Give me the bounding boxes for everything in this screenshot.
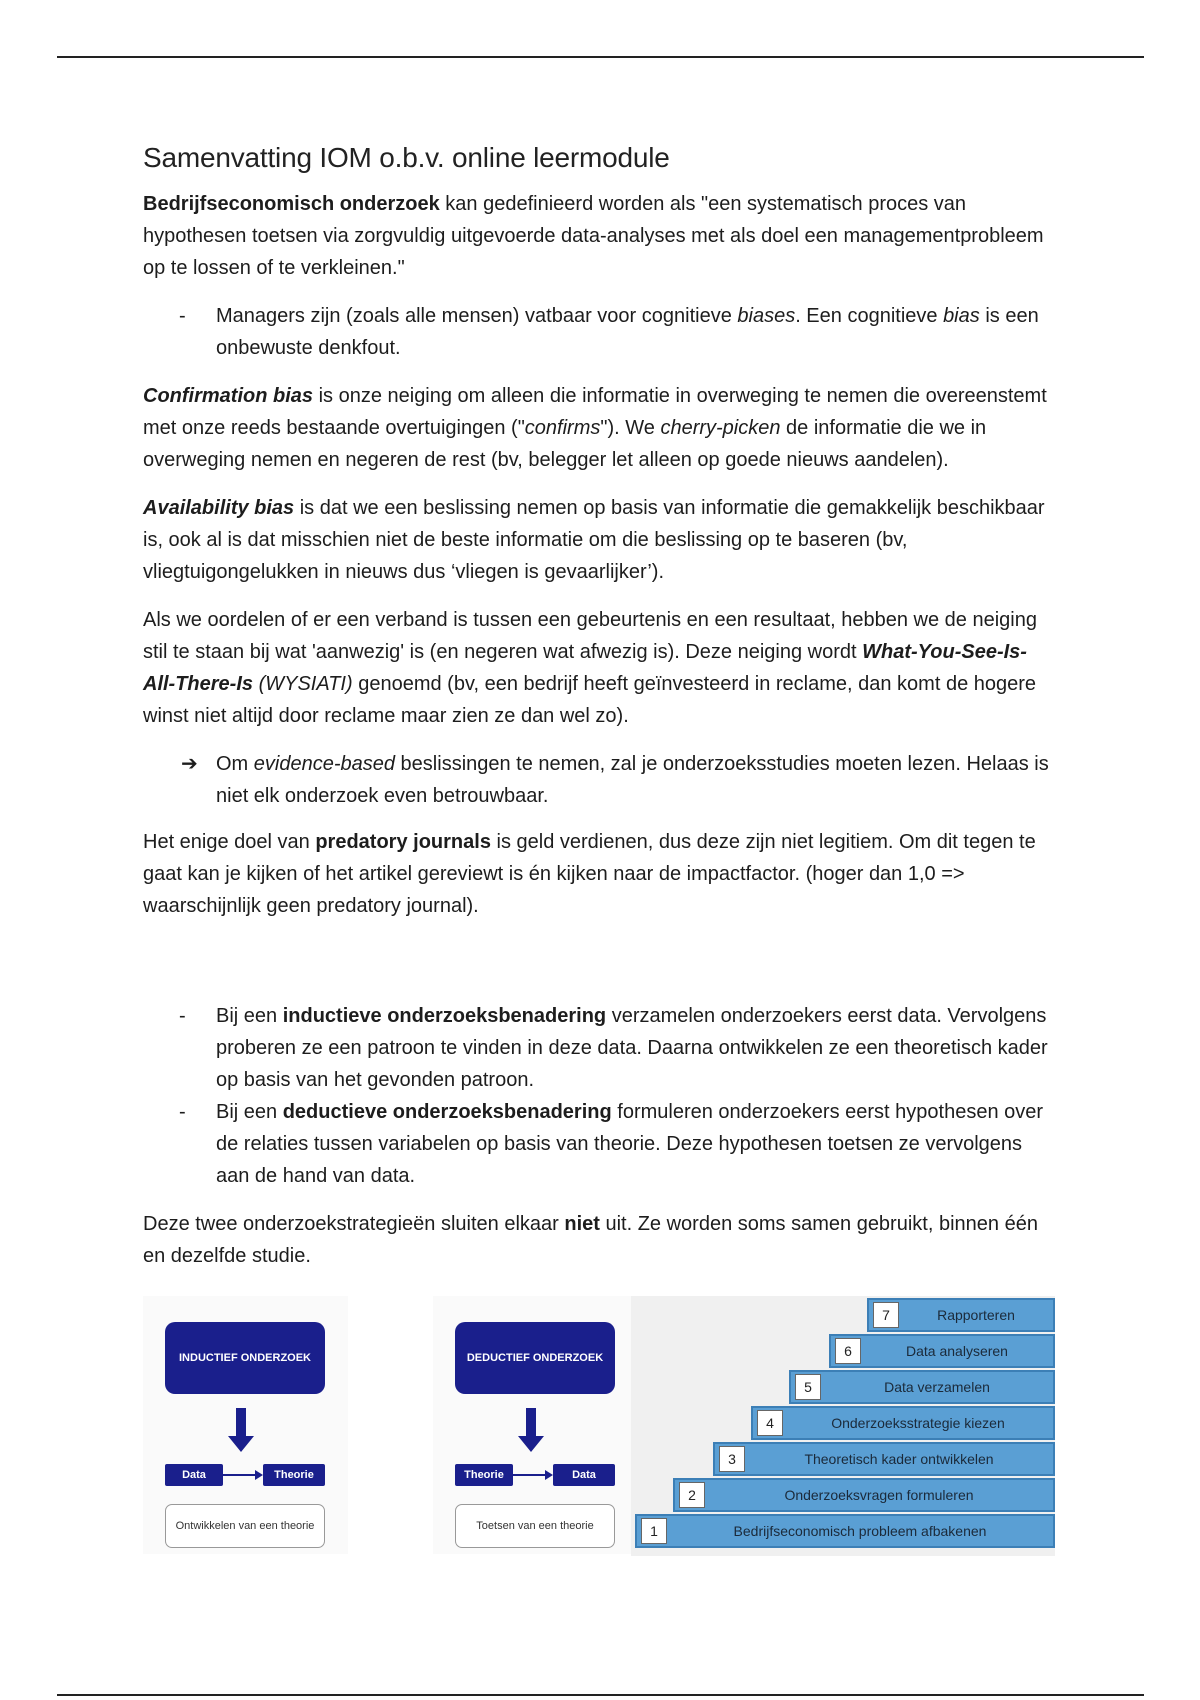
right-arrow-head-icon [255,1470,263,1480]
paragraph-text: Deze twee onderzoekstrategieën sluiten elkaar [143,1213,565,1235]
step-label: Rapporteren [937,1307,1015,1323]
term-availability-bias: Availability bias [143,497,295,519]
paragraph-availability-bias [143,492,1058,588]
figure-result-box: Toetsen van een theorie [455,1504,615,1548]
top-rule [57,56,1144,58]
item-text: is een onbewuste denkfout. [216,305,1039,359]
paragraph-text: Als we oordelen of er een verband is tussen een gebeurtenis en een resultaat, hebben we de neiging stil te staan bij wat 'aanwezig' is (en negeren wat afwezig is). Deze neiging wordt [143,609,1037,663]
item-text: Bij een [216,1005,283,1027]
step-label: Theoretisch kader ontwikkelen [804,1451,994,1467]
step-1 [635,1514,1055,1548]
step-number: 2 [679,1482,705,1508]
step-number: 7 [873,1302,899,1328]
chip-data: Data [553,1464,615,1486]
paragraph-italic: cherry-picken [660,417,781,439]
paragraph-text: de informatie die we in overweging nemen en negeren de rest (bv, belegger let alleen op goede nieuws aandelen). [143,417,987,471]
item-text: formuleren onderzoekers eerst hypothesen over de relaties tussen variabelen op basis van theorie. Deze hypothesen toetsen ze vervolgens aan de hand van data. [216,1101,1044,1187]
paragraph-italic: (WYSIATI) [253,673,353,695]
chip-theorie: Theorie [455,1464,513,1486]
step-label: Onderzoeksvragen formuleren [784,1487,974,1503]
list-item [143,1096,1058,1192]
document-body [143,142,1058,1288]
paragraph-predatory-journals [143,826,1058,922]
step-2 [673,1478,1055,1512]
item-italic: biases [737,305,796,327]
chip-theorie: Theorie [263,1464,325,1486]
spacer [143,938,1058,1000]
step-number: 5 [795,1374,821,1400]
list-item [143,1000,1058,1096]
figure-deductive [433,1296,638,1554]
step-number: 1 [641,1518,667,1544]
paragraph-text: uit. Ze worden soms samen gebruikt, binnen één en dezelfde studie. [143,1213,1038,1267]
paragraph-italic: confirms [524,417,601,439]
step-6 [829,1334,1055,1368]
item-italic: evidence-based [253,753,395,775]
step-5 [789,1370,1055,1404]
down-arrow-head-icon [228,1436,254,1452]
dash-bullet: - [179,305,186,327]
term-deductief: deductieve onderzoeksbenadering [282,1101,612,1123]
item-text: . Een cognitieve [795,305,944,327]
term-inductief: inductieve onderzoeksbenadering [282,1005,607,1027]
step-label: Bedrijfseconomisch probleem afbakenen [733,1523,987,1539]
step-7 [867,1298,1055,1332]
paragraph-text: is geld verdienen, dus deze zijn niet legitiem. Om dit tegen te gaat kan je kijken of het artikel gereviewt is én kijken naar de impactfactor. (hoger dan 1,0 => waarschijnlijk geen predatory journal). [143,831,1036,917]
paragraph-text: Het enige doel van [143,831,316,853]
step-label: Onderzoeksstrategie kiezen [831,1415,1005,1431]
term-wysiati: What-You-See-Is-All-There-Is [143,641,1027,695]
arrow-bullet-icon: ➔ [181,753,198,775]
paragraph-text: is dat we een beslissing nemen op basis van informatie die gemakkelijk beschikbaar is, ook al is dat misschien niet de beste informatie om die beslissing op te baseren (bv, vliegtuigongelukken in nieuws dus ‘vliegen is gevaarlijker’). [143,497,1045,583]
item-text: Managers zijn (zoals alle mensen) vatbaar voor cognitieve [216,305,738,327]
right-arrow-head-icon [545,1470,553,1480]
step-label: Data verzamelen [884,1379,990,1395]
down-arrow-head-icon [518,1436,544,1452]
bottom-rule [57,1694,1144,1696]
right-arrow-icon [223,1474,257,1476]
research-steps-staircase [631,1296,1055,1556]
figures-row [143,1296,1053,1556]
down-arrow-icon [526,1408,536,1438]
list-item [143,300,1058,364]
term-confirmation-bias: Confirmation bias [143,385,314,407]
step-number: 6 [835,1338,861,1364]
dash-bullet: - [179,1005,186,1027]
item-text: beslissingen te nemen, zal je onderzoeksstudies moeten lezen. Helaas is niet elk onderzoek even betrouwbaar. [216,753,1049,807]
figure-inductive [143,1296,348,1554]
paragraph-text: is onze neiging om alleen die informatie in overweging te nemen die overeenstemt met onze reeds bestaande overtuigingen (" [143,385,1047,439]
down-arrow-icon [236,1408,246,1438]
figure-title-box: DEDUCTIEF ONDERZOEK [455,1322,615,1394]
step-number: 4 [757,1410,783,1436]
right-arrow-icon [513,1474,547,1476]
paragraph-wysiati [143,604,1058,732]
bullet-list-biases [143,300,1058,364]
paragraph-text: kan gedefinieerd worden als "een systematisch proces van hypothesen toetsen via zorgvuldig uitgevoerde data-analyses met als doel een managementprobleem op te lossen of te verkleinen." [143,193,1044,279]
paragraph-bedrijfseconomisch [143,188,1058,284]
step-label: Data analyseren [906,1343,1008,1359]
paragraph-text: genoemd (bv, een bedrijf heeft geïnvesteerd in reclame, dan komt de hogere winst niet altijd door reclame maar zien ze dan wel zo). [143,673,1037,727]
paragraph-text: "). We [600,417,661,439]
page-title: Samenvatting IOM o.b.v. online leermodule [143,142,670,173]
term-predatory-journals: predatory journals [315,831,491,853]
dash-bullet: - [179,1101,186,1123]
paragraph-strategies [143,1208,1058,1272]
item-italic: bias [943,305,980,327]
term-niet: niet [564,1213,600,1235]
item-text: Bij een [216,1101,283,1123]
figure-result-box: Ontwikkelen van een theorie [165,1504,325,1548]
arrow-list-item [143,748,1058,812]
item-text: Om [216,753,254,775]
chip-data: Data [165,1464,223,1486]
figure-title-box: INDUCTIEF ONDERZOEK [165,1322,325,1394]
step-3 [713,1442,1055,1476]
item-text: verzamelen onderzoekers eerst data. Vervolgens proberen ze een patroon te vinden in deze data. Daarna ontwikkelen ze een theoretisch kader op basis van het gevonden patroon. [216,1005,1048,1091]
term-bedrijfseconomisch: Bedrijfseconomisch onderzoek [143,193,440,215]
paragraph-confirmation-bias [143,380,1058,476]
step-number: 3 [719,1446,745,1472]
step-4 [751,1406,1055,1440]
bullet-list-approaches [143,1000,1058,1192]
